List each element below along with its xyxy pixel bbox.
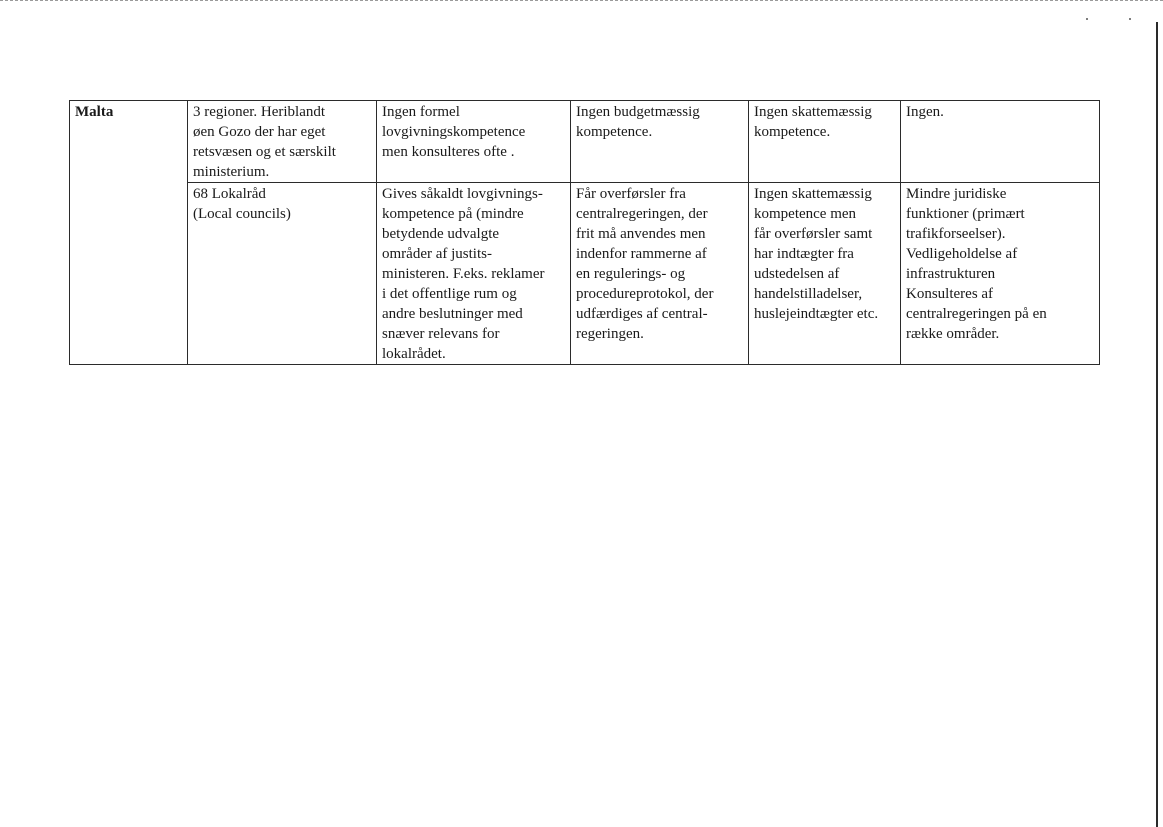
competence-table bbox=[69, 100, 1100, 365]
legislative-competence-cell: Ingen formel lovgivningskompetence men konsulteres ofte . bbox=[377, 101, 571, 183]
table-row bbox=[70, 183, 1100, 365]
level-cell: 68 Lokalråd (Local councils) bbox=[188, 183, 377, 365]
other-competence-cell: Ingen. bbox=[901, 101, 1100, 183]
scan-speck bbox=[1086, 18, 1088, 20]
scan-top-border bbox=[0, 0, 1163, 1]
scan-speck bbox=[1129, 18, 1131, 20]
table-row bbox=[70, 101, 1100, 183]
other-competence-cell: Mindre juridiske funktioner (primært trafikforseelser). Vedligeholdelse af infrastrukturen Konsulteres af centralregeringen på en række områder. bbox=[901, 183, 1100, 365]
legislative-competence-cell: Gives såkaldt lovgivnings- kompetence på (mindre betydende udvalgte områder af justits- ministeren. F.eks. reklamer i det offentlige rum og andre beslutninger med snæver relevans for lokalrådet. bbox=[377, 183, 571, 365]
tax-competence-cell: Ingen skattemæssig kompetence men får overførsler samt har indtægter fra udstedelsen af handelstilladelser, huslejeindtægter etc. bbox=[749, 183, 901, 365]
budget-competence-cell: Får overførsler fra centralregeringen, der frit må anvendes men indenfor rammerne af en regulerings- og procedureprotokol, der udfærdiges af central- regeringen. bbox=[571, 183, 749, 365]
budget-competence-cell: Ingen budgetmæssig kompetence. bbox=[571, 101, 749, 183]
level-cell: 3 regioner. Heriblandt øen Gozo der har eget retsvæsen og et særskilt ministerium. bbox=[188, 101, 377, 183]
country-cell: Malta bbox=[70, 101, 188, 365]
scan-right-edge bbox=[1156, 22, 1158, 827]
tax-competence-cell: Ingen skattemæssig kompetence. bbox=[749, 101, 901, 183]
